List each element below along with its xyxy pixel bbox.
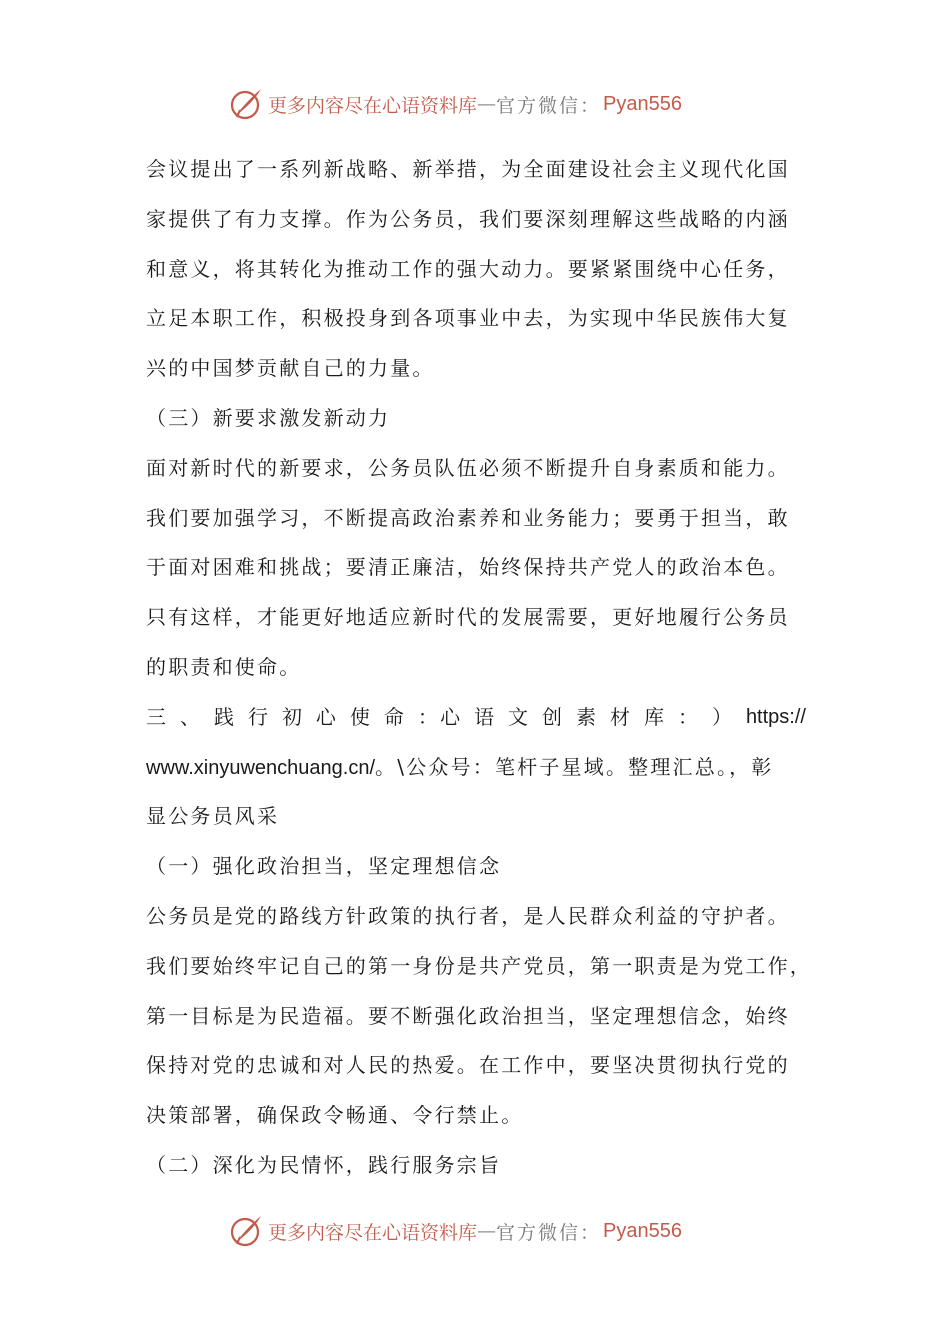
section-heading: （二）深化为民情怀，践行服务宗旨 (146, 1152, 502, 1177)
watermark-dash: — (477, 93, 497, 115)
heading-char: 、 (179, 704, 203, 729)
heading-char: 践 (213, 704, 237, 729)
text-line: 立足本职工作，积极投身到各项事业中去，为实现中华民族伟大复 (146, 306, 790, 331)
quill-pen-circle-icon (228, 1213, 264, 1249)
heading-line2-rest: 。\公众号：笔杆子星域。整理汇总。，彰 (375, 754, 774, 779)
text-line: 和意义，将其转化为推动工作的强大动力。要紧紧围绕中心任务， (146, 256, 790, 281)
text-line: 第一目标是为民造福。要不断强化政治担当，坚定理想信念，始终 (146, 1003, 790, 1028)
heading-char: 行 (247, 704, 271, 729)
source-url: www.xinyuwenchuang.cn/ (146, 756, 376, 779)
heading-char: 材 (610, 704, 633, 729)
section-heading: （一）强化政治担当，坚定理想信念 (146, 854, 502, 879)
text-line: 的职责和使命。 (146, 654, 302, 679)
heading-char: 命 (383, 704, 407, 729)
text-line: 我们要始终牢记自己的第一身份是共产党员，第一职责是为党工作， (146, 953, 812, 978)
text-line: 我们要加强学习，不断提高政治素养和业务能力；要勇于担当，敢 (146, 505, 790, 530)
heading-char: 创 (542, 704, 565, 729)
watermark-promo-text: 更多内容尽在心语资料库 (268, 1221, 478, 1244)
footer-watermark (228, 1211, 682, 1251)
watermark-dash: — (477, 1220, 497, 1242)
text-line: 会议提出了一系列新战略、新举措，为全面建设社会主义现代化国 (146, 157, 790, 181)
text-line: 公务员是党的路线方针政策的执行者，是人民群众利益的守护者。 (146, 903, 790, 928)
heading-char: 文 (508, 704, 531, 729)
heading-char: 语 (474, 704, 497, 729)
heading-char: 初 (281, 704, 305, 729)
heading-char: ：心 (417, 704, 463, 729)
text-line: 兴的中国梦贡献自己的力量。 (146, 356, 435, 381)
chapter-heading-line-3: 显公务员风采 (146, 804, 280, 829)
chapter-heading-line-2 (146, 743, 811, 793)
heading-char: ） (711, 704, 735, 729)
heading-char: 心 (315, 704, 339, 729)
heading-char: 三 (146, 704, 169, 729)
heading-char: 库 (643, 704, 667, 729)
heading-url-part: https:// (745, 705, 806, 728)
section-heading: （三）新要求激发新动力 (146, 405, 391, 430)
watermark-wechat-label: 官方微信： (496, 1221, 602, 1244)
text-line: 面对新时代的新要求，公务员队伍必须不断提升自身素质和能力。 (146, 455, 790, 480)
header-watermark (228, 84, 682, 124)
document-body (146, 145, 811, 1191)
chapter-heading-line (146, 693, 806, 743)
watermark-wechat-handle: Pyan556 (603, 1219, 682, 1242)
watermark-wechat-label: 官方微信： (496, 94, 602, 117)
text-line: 保持对党的忠诚和对人民的热爱。在工作中，要坚决贯彻执行党的 (146, 1053, 790, 1078)
watermark-promo-text: 更多内容尽在心语资料库 (268, 94, 478, 117)
text-line: 于面对困难和挑战；要清正廉洁，始终保持共产党人的政治本色。 (146, 555, 790, 580)
watermark-wechat-handle: Pyan556 (603, 92, 682, 115)
heading-char: ： (677, 704, 701, 729)
text-line: 只有这样，才能更好地适应新时代的发展需要，更好地履行公务员 (146, 605, 790, 630)
quill-pen-circle-icon (228, 86, 264, 122)
heading-char: 素 (576, 704, 599, 729)
heading-char: 使 (349, 704, 373, 729)
text-line: 决策部署，确保政令畅通、令行禁止。 (146, 1103, 524, 1128)
text-line: 家提供了有力支撑。作为公务员，我们要深刻理解这些战略的内涵 (146, 206, 790, 231)
